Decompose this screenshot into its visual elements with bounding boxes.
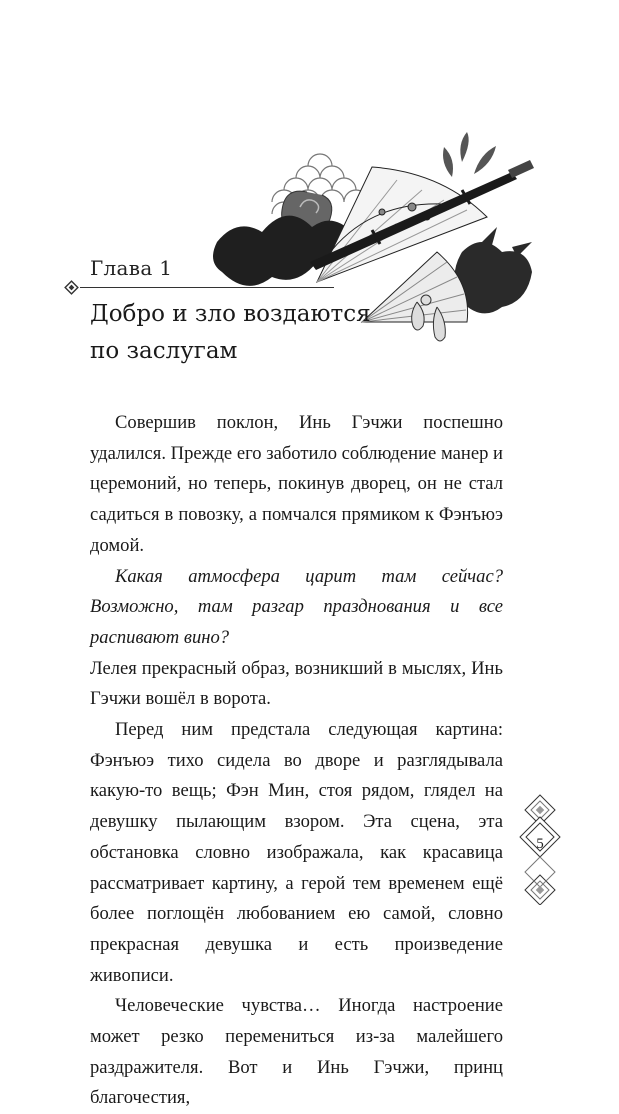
chapter-divider-ornament — [64, 280, 334, 296]
chapter-title-line: по заслугам — [90, 338, 238, 364]
paragraph: Совершив поклон, Инь Гэчжи поспешно удалился. Прежде его заботило соблюдение манер и церемоний, но теперь, покинув дворец, он не стал садиться в повозку, а помчался прямиком к Фэнъюэ домой. — [90, 412, 503, 556]
page-number: 5 — [536, 836, 544, 852]
chapter-label: Глава 1 — [90, 256, 173, 280]
paragraph: Человеческие чувства… Иногда настроение может резко перемениться из-за малейшего раздражителя. Вот и Инь Гэчжи, принц благочестия, — [90, 995, 503, 1109]
chapter-title — [90, 296, 390, 370]
paragraph: Перед ним предстала следующая картина: Фэнъюэ тихо сидела во дворе и разглядывала какую-то вещь; Фэн Мин, стоя рядом, глядел на девушку пылающим взором. Эта сцена, эта обстановка словно изображала, как красавица рассматривает картину, а герой тем временем ещё более поглощён любованием ею самой, словно прекрасная девушка и есть произведение живописи. — [90, 719, 503, 986]
paragraph: Лелея прекрасный образ, возникший в мыслях, Инь Гэчжи вошёл в ворота. — [90, 657, 503, 710]
body-text — [90, 408, 503, 1114]
chapter-title-line: Добро и зло воздаются — [90, 301, 371, 327]
paragraph-italic: Какая атмосфера царит там сейчас? Возможно, там разгар празднования и все распивают вино? — [90, 565, 503, 648]
